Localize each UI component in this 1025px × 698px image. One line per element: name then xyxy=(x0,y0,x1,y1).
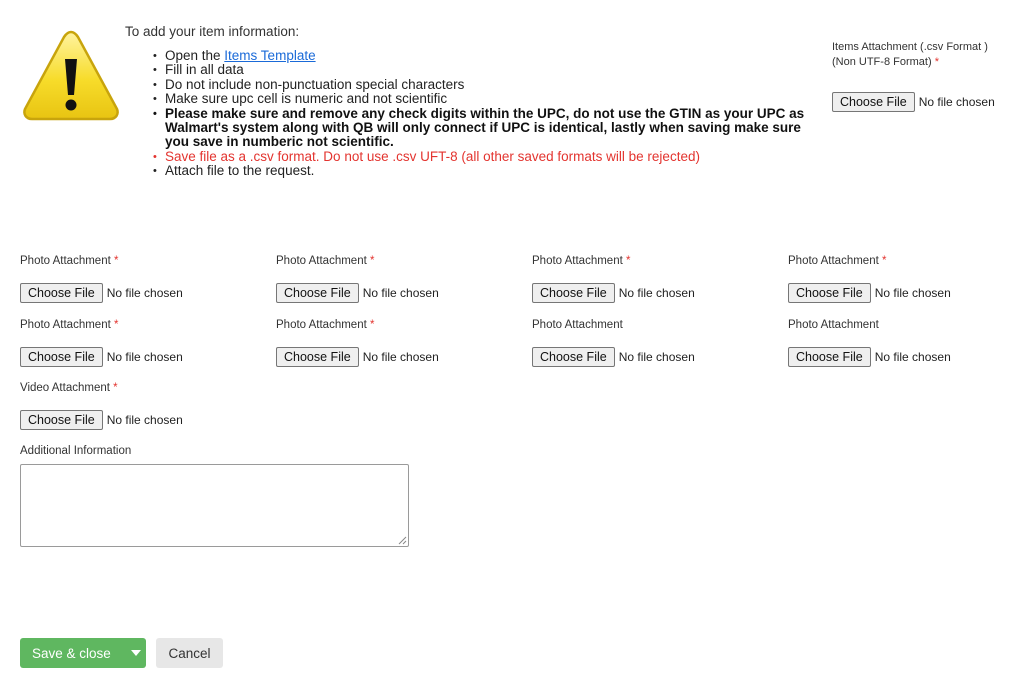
photo-attachment-5 xyxy=(20,317,183,367)
items-attachment-field xyxy=(832,40,1022,112)
file-status: No file chosen xyxy=(874,286,951,300)
caret-down-icon[interactable] xyxy=(126,650,146,656)
file-input[interactable] xyxy=(832,92,1022,112)
photo-attachment-8 xyxy=(788,317,951,367)
file-input[interactable] xyxy=(532,347,695,367)
instructions-list xyxy=(125,49,825,179)
resize-grip-icon[interactable] xyxy=(398,536,407,545)
required-mark: * xyxy=(114,255,119,267)
photo-attachment-1 xyxy=(20,253,183,303)
choose-file-button[interactable]: Choose File xyxy=(532,283,615,303)
save-close-button[interactable] xyxy=(20,638,146,668)
save-close-label: Save & close xyxy=(32,645,111,661)
field-label: Photo Attachment xyxy=(20,255,111,267)
required-mark: * xyxy=(370,255,375,267)
field-label: Photo Attachment xyxy=(532,319,623,331)
field-label: Photo Attachment xyxy=(276,319,367,331)
list-item-upc-warning: • Please make sure and remove any check digits within the UPC, do not use the GTIN as your UPC as Walmart's system along with QB will only connect if UPC is identical, lastly when saving make sure you save in numberic not scientific. xyxy=(165,107,825,150)
file-input[interactable] xyxy=(788,283,951,303)
photo-attachment-4 xyxy=(788,253,951,303)
required-mark: * xyxy=(882,255,887,267)
required-mark: * xyxy=(626,255,631,267)
file-status: No file chosen xyxy=(106,286,183,300)
field-label: Video Attachment xyxy=(20,382,114,394)
field-label: Photo Attachment xyxy=(532,255,623,267)
file-input[interactable] xyxy=(20,347,183,367)
file-status: No file chosen xyxy=(362,350,439,364)
additional-info-textarea[interactable] xyxy=(20,464,409,547)
choose-file-button[interactable]: Choose File xyxy=(788,283,871,303)
required-mark: * xyxy=(934,56,939,68)
file-status: No file chosen xyxy=(618,350,695,364)
choose-file-button[interactable]: Choose File xyxy=(20,347,103,367)
choose-file-button[interactable]: Choose File xyxy=(532,347,615,367)
file-status: No file chosen xyxy=(918,95,995,109)
photo-attachment-7 xyxy=(532,317,695,367)
file-status: No file chosen xyxy=(874,350,951,364)
field-label: Photo Attachment xyxy=(788,319,879,331)
file-status: No file chosen xyxy=(362,286,439,300)
list-item: • Attach file to the request. xyxy=(165,164,825,178)
instructions-panel xyxy=(125,24,825,179)
field-label: Photo Attachment xyxy=(20,319,111,331)
list-item: • Do not include non-punctuation special characters xyxy=(165,78,825,92)
choose-file-button[interactable]: Choose File xyxy=(276,347,359,367)
required-mark: * xyxy=(113,382,118,394)
list-item: • Open the Items Template xyxy=(165,49,825,63)
file-input[interactable] xyxy=(20,283,183,303)
video-attachment xyxy=(20,380,183,430)
list-item: • Make sure upc cell is numeric and not scientific xyxy=(165,92,825,106)
warning-triangle-icon xyxy=(22,29,120,121)
file-status: No file chosen xyxy=(106,413,183,427)
cancel-button[interactable]: Cancel xyxy=(156,638,223,668)
items-attachment-label: Items Attachment (.csv Format ) (Non UTF-8 Format) * xyxy=(832,41,988,68)
field-label: Photo Attachment xyxy=(788,255,879,267)
list-item: • Fill in all data xyxy=(165,63,825,77)
items-template-link[interactable]: Items Template xyxy=(224,48,316,63)
choose-file-button[interactable]: Choose File xyxy=(20,410,103,430)
choose-file-button[interactable]: Choose File xyxy=(276,283,359,303)
file-input[interactable] xyxy=(532,283,695,303)
list-item-csv-warning: • Save file as a .csv format. Do not use .csv UFT-8 (all other saved formats will be rejected) xyxy=(165,150,825,164)
required-mark: * xyxy=(114,319,119,331)
photo-attachment-3 xyxy=(532,253,695,303)
photo-attachment-6 xyxy=(276,317,439,367)
choose-file-button[interactable]: Choose File xyxy=(788,347,871,367)
required-mark: * xyxy=(370,319,375,331)
file-input[interactable] xyxy=(276,347,439,367)
instructions-heading: To add your item information: xyxy=(125,24,300,39)
choose-file-button[interactable]: Choose File xyxy=(832,92,915,112)
file-status: No file chosen xyxy=(106,350,183,364)
choose-file-button[interactable]: Choose File xyxy=(20,283,103,303)
file-input[interactable] xyxy=(276,283,439,303)
file-input[interactable] xyxy=(20,410,183,430)
photo-attachment-2 xyxy=(276,253,439,303)
file-status: No file chosen xyxy=(618,286,695,300)
additional-info-label: Additional Information xyxy=(20,445,132,457)
field-label: Photo Attachment xyxy=(276,255,367,267)
file-input[interactable] xyxy=(788,347,951,367)
